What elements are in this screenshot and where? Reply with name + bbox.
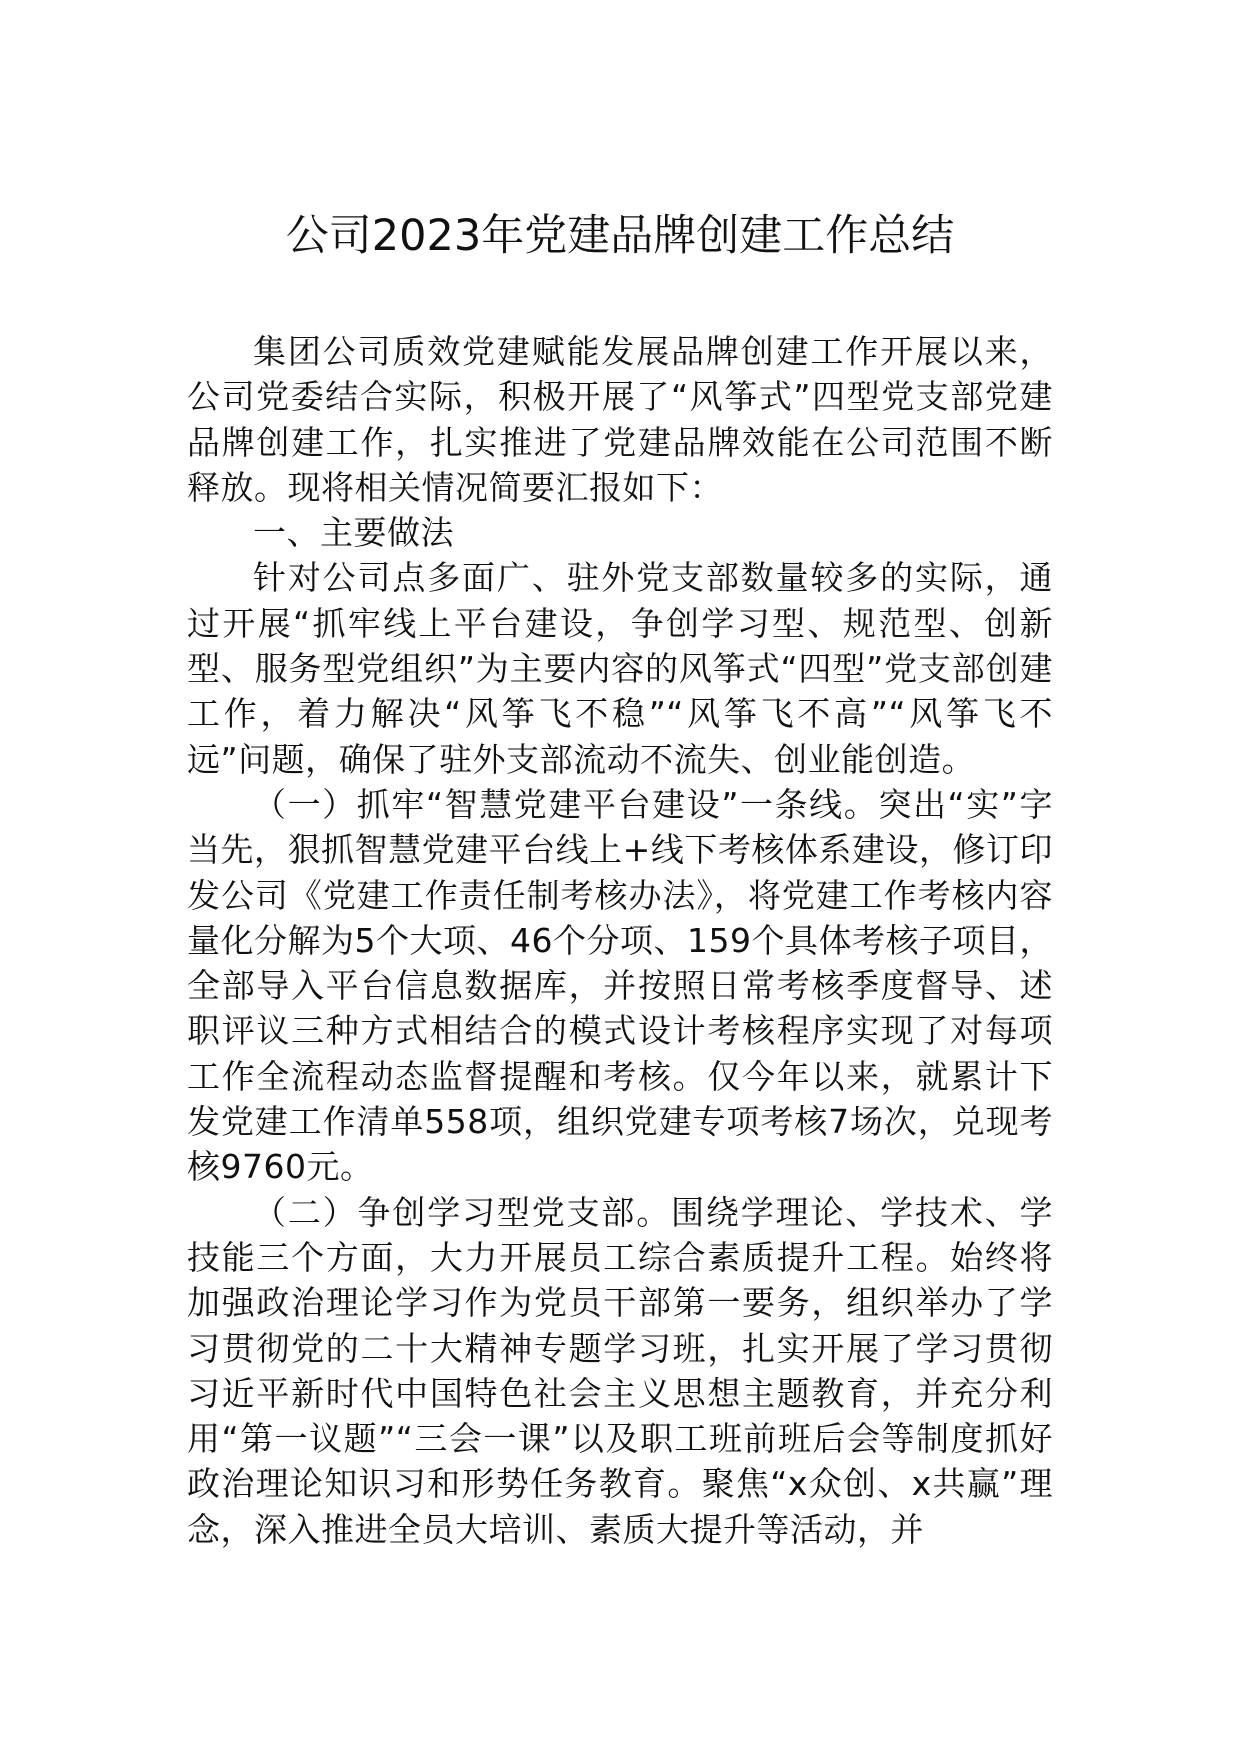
document-title: 公司2023年党建品牌创建工作总结 — [285, 211, 955, 261]
body-paragraph: （二）争创学习型党支部。围绕学理论、学技术、学技能三个方面，大力开展员工综合素质提升工程。始终将加强政治理论学习作为党员干部第一要务，组织举办了学习贯彻党的二十大精神专题学习班，扎实开展了学习贯彻习近平新时代中国特色社会主义思想主题教育，并充分利用“第一议题”“三会一课”以及职工班前班后会等制度抓好政治理论知识习和形势任务教育。聚焦“x众创、x共赢”理念，深入推进全员大培训、素质大提升等活动，并 — [187, 1192, 1053, 1549]
section-heading-main-practices: 一、主要做法 — [253, 513, 454, 553]
body-paragraph: 针对公司点多面广、驻外党支部数量较多的实际，通过开展“抓牢线上平台建设，争创学习型、规范型、创新型、服务型党组织”为主要内容的风筝式“四型”党支部创建工作，着力解决“风筝飞不稳”“风筝飞不高”“风筝飞不远”问题，确保了驻外支部流动不流失、创业能创造。 — [187, 558, 1053, 779]
document-body — [187, 329, 1053, 1552]
intro-paragraph: 集团公司质效党建赋能发展品牌创建工作开展以来，公司党委结合实际，积极开展了“风筝式”四型党支部党建品牌创建工作，扎实推进了党建品牌效能在公司范围不断释放。现将相关情况简要汇报如下： — [187, 332, 1053, 507]
body-paragraph: （一）抓牢“智慧党建平台建设”一条线。突出“实”字当先，狠抓智慧党建平台线上+线下考核体系建设，修订印发公司《党建工作责任制考核办法》，将党建工作考核内容量化分解为5个大项、46个分项、159个具体考核子项目，全部导入平台信息数据库，并按照日常考核季度督导、述职评议三种方式相结合的模式设计考核程序实现了对每项工作全流程动态监督提醒和考核。仅今年以来，就累计下发党建工作清单558项，组织党建专项考核7场次，兑现考核9760元。 — [187, 784, 1053, 1187]
